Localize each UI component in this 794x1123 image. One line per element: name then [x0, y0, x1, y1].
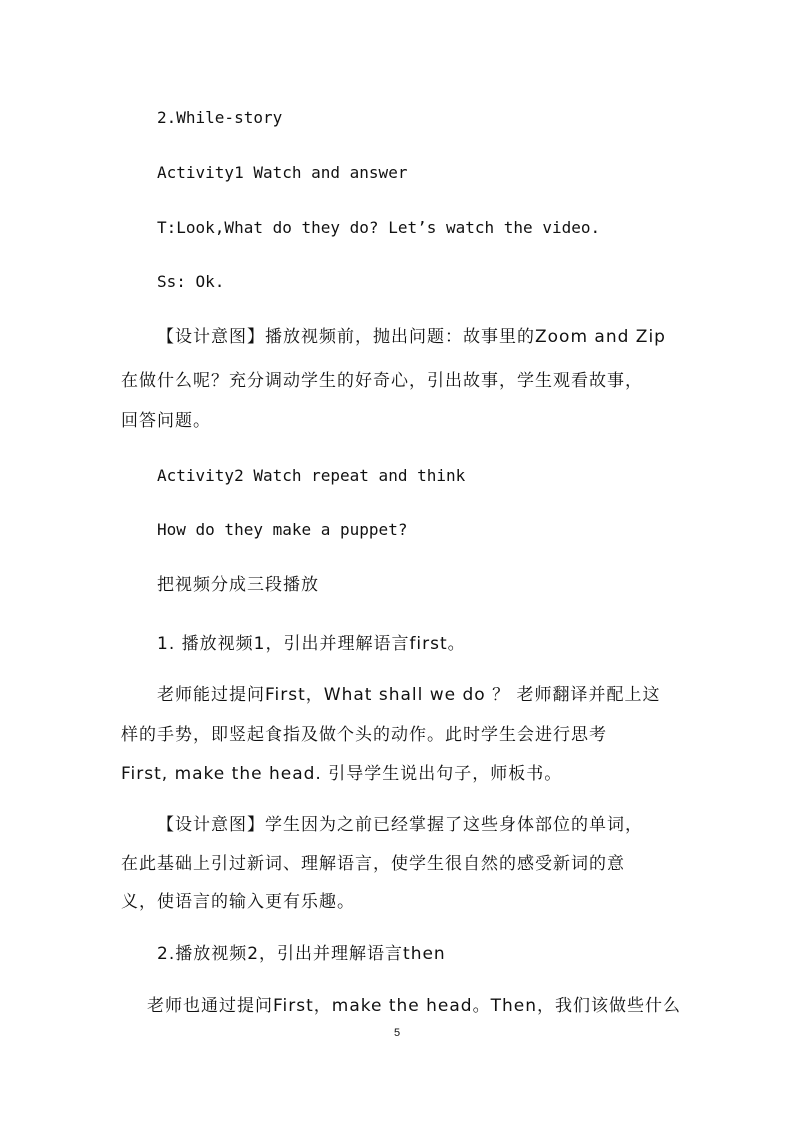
step-1-paragraph-line-2: 样的手势，即竖起食指及做个头的动作。此时学生会进行思考 [121, 725, 607, 745]
design-intent-paragraph-2-line-1: 【设计意图】学生因为之前已经掌握了这些身体部位的单词， [157, 815, 643, 835]
step-2-paragraph-line-1: 老师也通过提问First，make the head。Then，我们该做些什么 [147, 996, 681, 1016]
step-2-heading: 2.播放视频2，引出并理解语言then [157, 944, 446, 964]
activity-1-title: Activity1 Watch and answer [157, 163, 408, 182]
design-intent-paragraph-1-line-3: 回答问题。 [121, 411, 211, 431]
design-intent-paragraph-1-line-2: 在做什么呢？充分调动学生的好奇心，引出故事，学生观看故事， [121, 371, 643, 391]
design-intent-paragraph-1-line-1: 【设计意图】播放视频前，抛出问题：故事里的Zoom and Zip [157, 327, 666, 347]
activity-2-question: How do they make a puppet? [157, 520, 408, 539]
step-1-paragraph-line-3: First, make the head. 引导学生说出句子，师板书。 [121, 764, 563, 784]
activity-2-title: Activity2 Watch repeat and think [157, 466, 466, 485]
section-heading-while-story: 2.While-story [157, 108, 283, 127]
step-1-paragraph-line-1: 老师能过提问First，What shall we do ？ 老师翻译并配上这 [157, 685, 661, 705]
design-intent-paragraph-2-line-2: 在此基础上引过新词、理解语言，使学生很自然的感受新词的意 [121, 854, 625, 874]
students-response-line: Ss: Ok. [157, 272, 225, 291]
design-intent-paragraph-2-line-3: 义，使语言的输入更有乐趣。 [121, 892, 355, 912]
page-number: 5 [393, 1027, 401, 1039]
teacher-prompt-line: T:Look,What do they do? Let’s watch the video. [157, 218, 601, 237]
step-1-heading: 1. 播放视频1，引出并理解语言first。 [157, 634, 466, 654]
video-split-instruction: 把视频分成三段播放 [157, 575, 319, 595]
